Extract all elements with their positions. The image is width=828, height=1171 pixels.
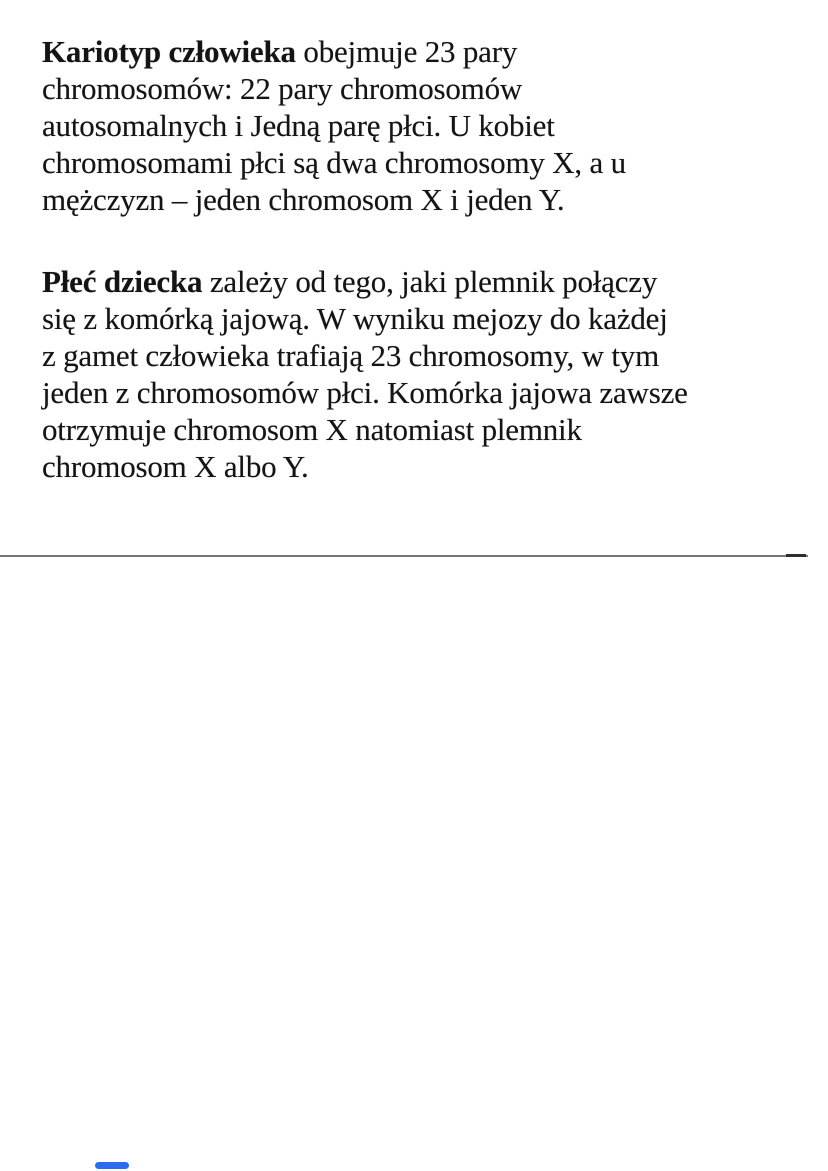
text-line [42, 144, 802, 181]
text-run: chromosomami płci są dwa chromosomy X, a u [42, 145, 626, 180]
divider-line [0, 555, 808, 557]
text-run: się z komórką jajową. W wyniku mejozy do każdej [42, 301, 668, 336]
text-run: chromosomów: 22 pary chromosomów [42, 71, 523, 106]
text-line [42, 337, 802, 374]
text-run: otrzymuje chromosom X natomiast plemnik [42, 412, 582, 447]
text-run: zależy od tego, jaki plemnik połączy [202, 264, 658, 299]
text-line [42, 300, 802, 337]
document-text [42, 33, 802, 485]
scroll-indicator-bar[interactable] [95, 1162, 129, 1169]
text-line [42, 263, 802, 300]
text-line [42, 33, 802, 70]
text-line [42, 181, 802, 218]
text-line [42, 107, 802, 144]
bold-lead-child-sex: Płeć dziecka [42, 264, 203, 299]
text-line [42, 70, 802, 107]
paragraph-child-sex [42, 263, 802, 485]
text-line [42, 374, 802, 411]
paragraph-karyotype [42, 33, 802, 218]
text-line [42, 411, 802, 448]
text-line [42, 448, 802, 485]
text-run: mężczyzn – jeden chromosom X i jeden Y. [42, 182, 565, 217]
text-run: obejmuje 23 pary [295, 34, 518, 69]
text-run: chromosom X albo Y. [42, 449, 309, 484]
text-run: jeden z chromosomów płci. Komórka jajowa zawsze [42, 375, 688, 410]
text-run: z gamet człowieka trafiają 23 chromosomy, w tym [42, 338, 659, 373]
divider-dark-cap [786, 554, 806, 557]
bold-lead-karyotype: Kariotyp człowieka [42, 34, 296, 69]
text-run: autosomalnych i Jedną parę płci. U kobiet [42, 108, 555, 143]
